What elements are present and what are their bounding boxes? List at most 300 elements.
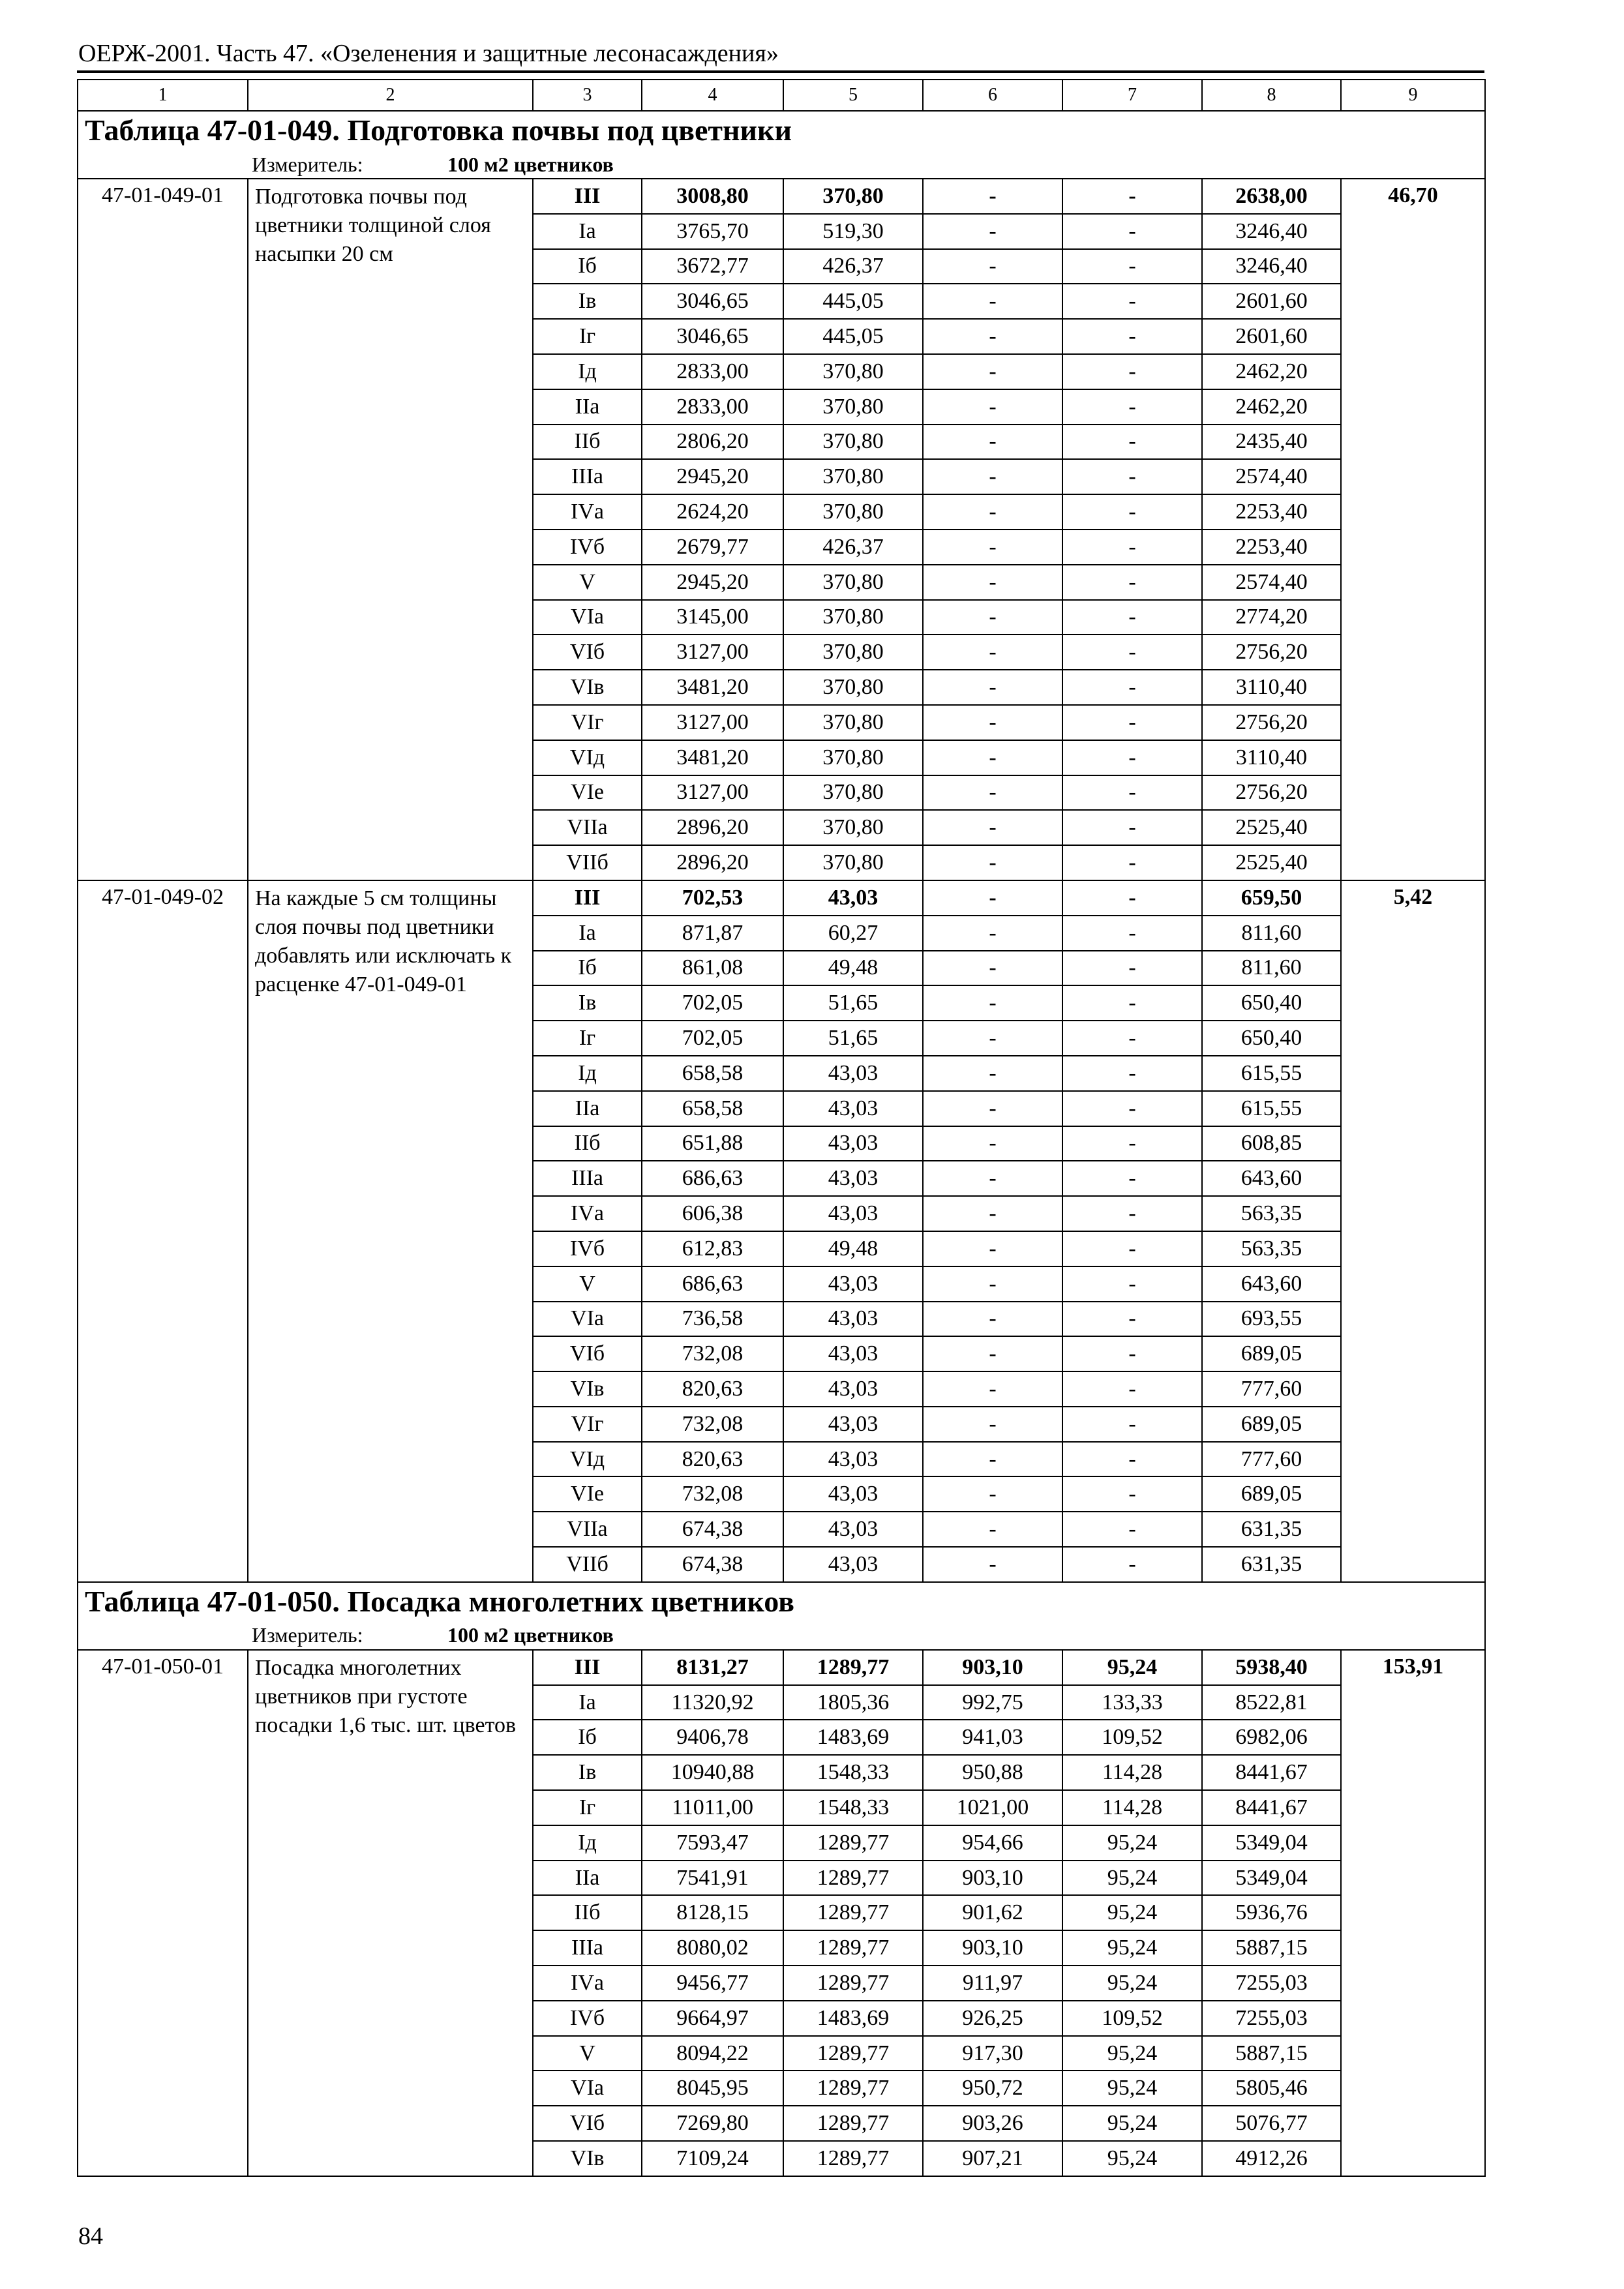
total-cost: 736,58 (642, 1302, 783, 1337)
machinist-wages: - (1062, 530, 1202, 565)
header-rule (77, 70, 1484, 73)
wages-cost: 43,03 (783, 1266, 923, 1302)
total-cost: 861,08 (642, 951, 783, 986)
wages-cost: 49,48 (783, 951, 923, 986)
table-row (78, 1650, 1485, 1685)
materials-cost: 5936,76 (1202, 1895, 1341, 1930)
total-cost: 3008,80 (642, 179, 783, 214)
total-cost: 686,63 (642, 1266, 783, 1302)
wages-cost: 43,03 (783, 1512, 923, 1547)
total-cost: 651,88 (642, 1126, 783, 1161)
total-cost: 3672,77 (642, 249, 783, 284)
materials-cost: 2525,40 (1202, 810, 1341, 845)
materials-cost: 5887,15 (1202, 2036, 1341, 2071)
total-cost: 820,63 (642, 1371, 783, 1407)
wages-cost: 1289,77 (783, 1825, 923, 1861)
zone-code: VIд (533, 1442, 642, 1477)
table-title: Таблица 47-01-049. Подготовка почвы под цветники (85, 113, 792, 147)
total-cost: 658,58 (642, 1091, 783, 1126)
wages-cost: 1548,33 (783, 1755, 923, 1790)
wages-cost: 370,80 (783, 775, 923, 811)
materials-cost: 2435,40 (1202, 425, 1341, 460)
machinist-wages: - (1062, 916, 1202, 951)
total-cost: 2624,20 (642, 494, 783, 530)
price-table (77, 79, 1486, 2177)
machine-cost: - (923, 214, 1062, 249)
machinist-wages: - (1062, 319, 1202, 354)
zone-code: Iв (533, 284, 642, 319)
materials-cost: 7255,03 (1202, 1966, 1341, 2001)
machinist-wages: - (1062, 284, 1202, 319)
machine-cost: 903,10 (923, 1650, 1062, 1685)
total-cost: 3127,00 (642, 705, 783, 740)
total-cost: 3765,70 (642, 214, 783, 249)
wages-cost: 370,80 (783, 425, 923, 460)
wages-cost: 43,03 (783, 1371, 923, 1407)
machinist-wages: - (1062, 565, 1202, 600)
machine-cost: - (923, 1512, 1062, 1547)
wages-cost: 1289,77 (783, 1966, 923, 2001)
measure-value: 100 м2 цветников (447, 1623, 614, 1647)
machinist-wages: - (1062, 600, 1202, 635)
total-cost: 8131,27 (642, 1650, 783, 1685)
machine-cost: - (923, 810, 1062, 845)
zone-code: III (533, 179, 642, 214)
machinist-wages: 95,24 (1062, 1650, 1202, 1685)
wages-cost: 1289,77 (783, 2036, 923, 2071)
machinist-wages: 109,52 (1062, 1720, 1202, 1755)
wages-cost: 1483,69 (783, 1720, 923, 1755)
machinist-wages: - (1062, 459, 1202, 494)
wages-cost: 49,48 (783, 1231, 923, 1266)
zone-code: IVб (533, 2001, 642, 2036)
machine-cost: - (923, 249, 1062, 284)
wages-cost: 43,03 (783, 1161, 923, 1196)
machine-cost: - (923, 459, 1062, 494)
wages-cost: 1289,77 (783, 1861, 923, 1896)
zone-code: VIа (533, 2071, 642, 2106)
materials-cost: 631,35 (1202, 1547, 1341, 1582)
wages-cost: 1483,69 (783, 2001, 923, 2036)
machinist-wages: - (1062, 1231, 1202, 1266)
total-cost: 606,38 (642, 1196, 783, 1231)
total-cost: 674,38 (642, 1547, 783, 1582)
machinist-wages: - (1062, 389, 1202, 425)
wages-cost: 370,80 (783, 179, 923, 214)
materials-cost: 5887,15 (1202, 1930, 1341, 1966)
wages-cost: 43,03 (783, 1476, 923, 1512)
materials-cost: 659,50 (1202, 880, 1341, 916)
machine-cost: 917,30 (923, 2036, 1062, 2071)
machinist-wages: - (1062, 1161, 1202, 1196)
machinist-wages: - (1062, 214, 1202, 249)
machinist-wages: - (1062, 1407, 1202, 1442)
machinist-wages: - (1062, 1442, 1202, 1477)
labor-cost: 153,91 (1341, 1650, 1485, 2176)
zone-code: IIб (533, 425, 642, 460)
machinist-wages: 95,24 (1062, 1861, 1202, 1896)
wages-cost: 370,80 (783, 845, 923, 880)
zone-code: VIIб (533, 1547, 642, 1582)
machine-cost: - (923, 1302, 1062, 1337)
total-cost: 3127,00 (642, 635, 783, 670)
machine-cost: - (923, 179, 1062, 214)
total-cost: 7541,91 (642, 1861, 783, 1896)
machinist-wages: 133,33 (1062, 1685, 1202, 1720)
rate-code: 47-01-050-01 (78, 1650, 248, 2176)
materials-cost: 8522,81 (1202, 1685, 1341, 1720)
total-cost: 658,58 (642, 1056, 783, 1091)
machine-cost: 950,88 (923, 1755, 1062, 1790)
machine-cost: - (923, 880, 1062, 916)
total-cost: 2679,77 (642, 530, 783, 565)
wages-cost: 1289,77 (783, 1650, 923, 1685)
machinist-wages: - (1062, 1371, 1202, 1407)
zone-code: VIд (533, 740, 642, 775)
materials-cost: 650,40 (1202, 1021, 1341, 1056)
zone-code: IVб (533, 530, 642, 565)
materials-cost: 693,55 (1202, 1302, 1341, 1337)
zone-code: VIе (533, 1476, 642, 1512)
machine-cost: - (923, 775, 1062, 811)
zone-code: Iг (533, 319, 642, 354)
zone-code: IIб (533, 1126, 642, 1161)
wages-cost: 1289,77 (783, 2071, 923, 2106)
materials-cost: 689,05 (1202, 1407, 1341, 1442)
machine-cost: - (923, 1231, 1062, 1266)
total-cost: 2806,20 (642, 425, 783, 460)
machine-cost: - (923, 600, 1062, 635)
materials-cost: 563,35 (1202, 1196, 1341, 1231)
machinist-wages: - (1062, 635, 1202, 670)
zone-code: Iг (533, 1021, 642, 1056)
rate-code: 47-01-049-01 (78, 179, 248, 880)
materials-cost: 643,60 (1202, 1266, 1341, 1302)
machinist-wages: 95,24 (1062, 2036, 1202, 2071)
total-cost: 3481,20 (642, 670, 783, 705)
machine-cost: - (923, 284, 1062, 319)
wages-cost: 1548,33 (783, 1790, 923, 1825)
total-cost: 2833,00 (642, 354, 783, 389)
wages-cost: 43,03 (783, 1196, 923, 1231)
machinist-wages: 95,24 (1062, 1930, 1202, 1966)
machine-cost: - (923, 705, 1062, 740)
machine-cost: 954,66 (923, 1825, 1062, 1861)
wages-cost: 43,03 (783, 1302, 923, 1337)
total-cost: 2896,20 (642, 810, 783, 845)
table-row (78, 880, 1485, 916)
zone-code: VIб (533, 635, 642, 670)
machine-cost: - (923, 1126, 1062, 1161)
zone-code: Iв (533, 985, 642, 1021)
machinist-wages: - (1062, 775, 1202, 811)
machinist-wages: - (1062, 951, 1202, 986)
total-cost: 674,38 (642, 1512, 783, 1547)
wages-cost: 519,30 (783, 214, 923, 249)
materials-cost: 615,55 (1202, 1056, 1341, 1091)
machinist-wages: - (1062, 1336, 1202, 1371)
wages-cost: 43,03 (783, 1056, 923, 1091)
materials-cost: 650,40 (1202, 985, 1341, 1021)
zone-code: IVб (533, 1231, 642, 1266)
total-cost: 3046,65 (642, 284, 783, 319)
total-cost: 702,53 (642, 880, 783, 916)
machinist-wages: - (1062, 1547, 1202, 1582)
materials-cost: 5938,40 (1202, 1650, 1341, 1685)
machinist-wages: 95,24 (1062, 1895, 1202, 1930)
materials-cost: 2253,40 (1202, 530, 1341, 565)
materials-cost: 2756,20 (1202, 775, 1341, 811)
materials-cost: 2756,20 (1202, 705, 1341, 740)
materials-cost: 615,55 (1202, 1091, 1341, 1126)
materials-cost: 7255,03 (1202, 2001, 1341, 2036)
materials-cost: 643,60 (1202, 1161, 1341, 1196)
zone-code: VIг (533, 1407, 642, 1442)
materials-cost: 3110,40 (1202, 740, 1341, 775)
machine-cost: - (923, 1407, 1062, 1442)
machinist-wages: - (1062, 354, 1202, 389)
zone-code: VIа (533, 600, 642, 635)
materials-cost: 631,35 (1202, 1512, 1341, 1547)
total-cost: 10940,88 (642, 1755, 783, 1790)
machinist-wages: 95,24 (1062, 1825, 1202, 1861)
wages-cost: 43,03 (783, 1126, 923, 1161)
machinist-wages: 95,24 (1062, 1966, 1202, 2001)
wages-cost: 445,05 (783, 284, 923, 319)
machine-cost: - (923, 1021, 1062, 1056)
machine-cost: - (923, 1371, 1062, 1407)
machine-cost: - (923, 565, 1062, 600)
rate-description: Посадка многолетних цветников при густоте посадки 1,6 тыс. шт. цветов (248, 1650, 533, 2176)
materials-cost: 3246,40 (1202, 249, 1341, 284)
total-cost: 732,08 (642, 1336, 783, 1371)
total-cost: 612,83 (642, 1231, 783, 1266)
machinist-wages: 114,28 (1062, 1755, 1202, 1790)
labor-cost: 46,70 (1341, 179, 1485, 880)
zone-code: VIв (533, 2141, 642, 2176)
materials-cost: 5805,46 (1202, 2071, 1341, 2106)
materials-cost: 8441,67 (1202, 1790, 1341, 1825)
column-number: 5 (783, 80, 923, 111)
materials-cost: 3110,40 (1202, 670, 1341, 705)
materials-cost: 811,60 (1202, 951, 1341, 986)
wages-cost: 43,03 (783, 1336, 923, 1371)
total-cost: 8094,22 (642, 2036, 783, 2071)
materials-cost: 4912,26 (1202, 2141, 1341, 2176)
machinist-wages: 95,24 (1062, 2141, 1202, 2176)
column-number: 7 (1062, 80, 1202, 111)
zone-code: V (533, 565, 642, 600)
machine-cost: - (923, 1547, 1062, 1582)
machinist-wages: - (1062, 494, 1202, 530)
materials-cost: 5349,04 (1202, 1825, 1341, 1861)
zone-code: VIIа (533, 1512, 642, 1547)
total-cost: 732,08 (642, 1407, 783, 1442)
machine-cost: - (923, 354, 1062, 389)
measure-label: Измеритель: (252, 1623, 363, 1647)
column-number: 2 (248, 80, 533, 111)
machinist-wages: - (1062, 985, 1202, 1021)
machine-cost: - (923, 1266, 1062, 1302)
wages-cost: 370,80 (783, 740, 923, 775)
zone-code: VIе (533, 775, 642, 811)
machine-cost: - (923, 951, 1062, 986)
machine-cost: - (923, 1442, 1062, 1477)
total-cost: 11011,00 (642, 1790, 783, 1825)
materials-cost: 2638,00 (1202, 179, 1341, 214)
total-cost: 9664,97 (642, 2001, 783, 2036)
materials-cost: 3246,40 (1202, 214, 1341, 249)
machinist-wages: - (1062, 880, 1202, 916)
zone-code: VIв (533, 670, 642, 705)
machinist-wages: - (1062, 1091, 1202, 1126)
materials-cost: 811,60 (1202, 916, 1341, 951)
measure-cell (78, 1621, 1485, 1650)
materials-cost: 2462,20 (1202, 389, 1341, 425)
materials-cost: 2756,20 (1202, 635, 1341, 670)
materials-cost: 8441,67 (1202, 1755, 1341, 1790)
total-cost: 8080,02 (642, 1930, 783, 1966)
wages-cost: 370,80 (783, 600, 923, 635)
zone-code: IIIа (533, 1161, 642, 1196)
zone-code: Iа (533, 1685, 642, 1720)
machinist-wages: - (1062, 1476, 1202, 1512)
zone-code: Iб (533, 249, 642, 284)
page-number: 84 (78, 2222, 103, 2250)
materials-cost: 2574,40 (1202, 565, 1341, 600)
wages-cost: 370,80 (783, 635, 923, 670)
materials-cost: 2774,20 (1202, 600, 1341, 635)
wages-cost: 370,80 (783, 389, 923, 425)
machinist-wages: - (1062, 1512, 1202, 1547)
total-cost: 3145,00 (642, 600, 783, 635)
machine-cost: 941,03 (923, 1720, 1062, 1755)
zone-code: Iб (533, 1720, 642, 1755)
machine-cost: 903,26 (923, 2106, 1062, 2141)
zone-code: IIIа (533, 1930, 642, 1966)
table-title-cell (78, 1582, 1485, 1621)
machinist-wages: - (1062, 810, 1202, 845)
materials-cost: 2601,60 (1202, 319, 1341, 354)
column-number: 4 (642, 80, 783, 111)
machinist-wages: - (1062, 1021, 1202, 1056)
machine-cost: - (923, 319, 1062, 354)
machine-cost: - (923, 740, 1062, 775)
machine-cost: - (923, 1336, 1062, 1371)
total-cost: 702,05 (642, 1021, 783, 1056)
zone-code: Iв (533, 1755, 642, 1790)
machine-cost: 926,25 (923, 2001, 1062, 2036)
zone-code: Iд (533, 354, 642, 389)
machine-cost: - (923, 1056, 1062, 1091)
rate-description: На каждые 5 см толщины слоя почвы под цветники добавлять или исключать к расценке 47-01-049-01 (248, 880, 533, 1582)
materials-cost: 2574,40 (1202, 459, 1341, 494)
zone-code: VIб (533, 1336, 642, 1371)
materials-cost: 777,60 (1202, 1371, 1341, 1407)
table-row (78, 179, 1485, 214)
machinist-wages: - (1062, 1302, 1202, 1337)
rate-code: 47-01-049-02 (78, 880, 248, 1582)
zone-code: Iб (533, 951, 642, 986)
zone-code: VIг (533, 705, 642, 740)
materials-cost: 2601,60 (1202, 284, 1341, 319)
zone-code: VIIб (533, 845, 642, 880)
total-cost: 8045,95 (642, 2071, 783, 2106)
machine-cost: - (923, 389, 1062, 425)
machine-cost: - (923, 1091, 1062, 1126)
wages-cost: 370,80 (783, 494, 923, 530)
rate-description: Подготовка почвы под цветники толщиной слоя насыпки 20 см (248, 179, 533, 880)
wages-cost: 370,80 (783, 354, 923, 389)
measure-row (78, 150, 1485, 179)
measure-cell (78, 150, 1485, 179)
zone-code: IIIа (533, 459, 642, 494)
materials-cost: 2253,40 (1202, 494, 1341, 530)
total-cost: 702,05 (642, 985, 783, 1021)
machine-cost: - (923, 1476, 1062, 1512)
materials-cost: 2462,20 (1202, 354, 1341, 389)
zone-code: III (533, 1650, 642, 1685)
materials-cost: 5076,77 (1202, 2106, 1341, 2141)
materials-cost: 608,85 (1202, 1126, 1341, 1161)
materials-cost: 563,35 (1202, 1231, 1341, 1266)
machine-cost: 903,10 (923, 1861, 1062, 1896)
total-cost: 7593,47 (642, 1825, 783, 1861)
total-cost: 8128,15 (642, 1895, 783, 1930)
column-number-row (78, 80, 1485, 111)
zone-code: IVа (533, 1196, 642, 1231)
wages-cost: 426,37 (783, 530, 923, 565)
column-number: 3 (533, 80, 642, 111)
total-cost: 3481,20 (642, 740, 783, 775)
column-number: 1 (78, 80, 248, 111)
measure-row (78, 1621, 1485, 1650)
zone-code: V (533, 2036, 642, 2071)
machine-cost: - (923, 985, 1062, 1021)
wages-cost: 43,03 (783, 1091, 923, 1126)
machinist-wages: - (1062, 425, 1202, 460)
machinist-wages: - (1062, 179, 1202, 214)
machinist-wages: 95,24 (1062, 2106, 1202, 2141)
wages-cost: 51,65 (783, 1021, 923, 1056)
machine-cost: - (923, 494, 1062, 530)
machine-cost: - (923, 1161, 1062, 1196)
column-number: 6 (923, 80, 1062, 111)
total-cost: 732,08 (642, 1476, 783, 1512)
labor-cost: 5,42 (1341, 880, 1485, 1582)
machine-cost: 903,10 (923, 1930, 1062, 1966)
machinist-wages: - (1062, 1266, 1202, 1302)
total-cost: 7269,80 (642, 2106, 783, 2141)
machinist-wages: 114,28 (1062, 1790, 1202, 1825)
total-cost: 3127,00 (642, 775, 783, 811)
materials-cost: 6982,06 (1202, 1720, 1341, 1755)
machinist-wages: - (1062, 1126, 1202, 1161)
wages-cost: 370,80 (783, 565, 923, 600)
measure-label: Измеритель: (252, 152, 363, 176)
measure-value: 100 м2 цветников (447, 152, 614, 176)
total-cost: 2833,00 (642, 389, 783, 425)
table-title-row (78, 111, 1485, 150)
machine-cost: - (923, 845, 1062, 880)
zone-code: VIIа (533, 810, 642, 845)
zone-code: IVа (533, 494, 642, 530)
total-cost: 3046,65 (642, 319, 783, 354)
price-table-container (77, 79, 1486, 2177)
machinist-wages: - (1062, 1196, 1202, 1231)
total-cost: 820,63 (642, 1442, 783, 1477)
wages-cost: 1289,77 (783, 2141, 923, 2176)
